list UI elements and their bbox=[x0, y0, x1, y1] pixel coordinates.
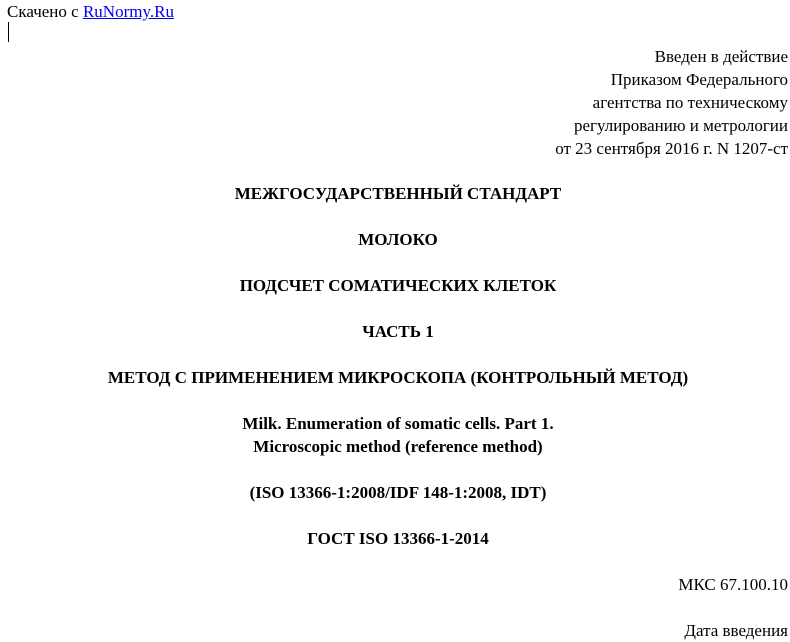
intro-line: агентства по техническому bbox=[592, 93, 788, 112]
intro-block bbox=[555, 45, 788, 160]
iso-reference: (ISO 13366-1:2008/IDF 148-1:2008, IDT) bbox=[249, 483, 547, 502]
intro-date-label: Дата введения bbox=[684, 621, 788, 640]
intro-line: Приказом Федерального bbox=[610, 70, 788, 89]
intro-line: от 23 сентября 2016 г. N 1207-ст bbox=[555, 139, 788, 158]
intro-line: Введен в действие bbox=[654, 47, 788, 66]
source-prefix: Скачено с bbox=[7, 2, 83, 21]
runormy-link[interactable]: RuNormy.Ru bbox=[82, 2, 174, 21]
english-title-line1: Milk. Enumeration of somatic cells. Part 1. bbox=[242, 414, 554, 433]
intro-line: регулированию и метрологии bbox=[573, 116, 788, 135]
source-line bbox=[7, 0, 174, 23]
mks-code: МКС 67.100.10 bbox=[678, 575, 788, 594]
subtitle-heading: ПОДСЧЕТ СОМАТИЧЕСКИХ КЛЕТОК bbox=[239, 276, 557, 295]
english-title-line2: Microscopic method (reference method) bbox=[253, 437, 543, 456]
standard-type-heading: МЕЖГОСУДАРСТВЕННЫЙ СТАНДАРТ bbox=[234, 184, 562, 203]
subject-heading: МОЛОКО bbox=[358, 230, 438, 249]
method-heading: МЕТОД С ПРИМЕНЕНИЕМ МИКРОСКОПА (КОНТРОЛЬНЫЙ МЕТОД) bbox=[107, 368, 689, 387]
part-heading: ЧАСТЬ 1 bbox=[362, 322, 434, 341]
gost-designation: ГОСТ ISO 13366-1-2014 bbox=[307, 529, 489, 548]
text-cursor bbox=[8, 22, 9, 42]
